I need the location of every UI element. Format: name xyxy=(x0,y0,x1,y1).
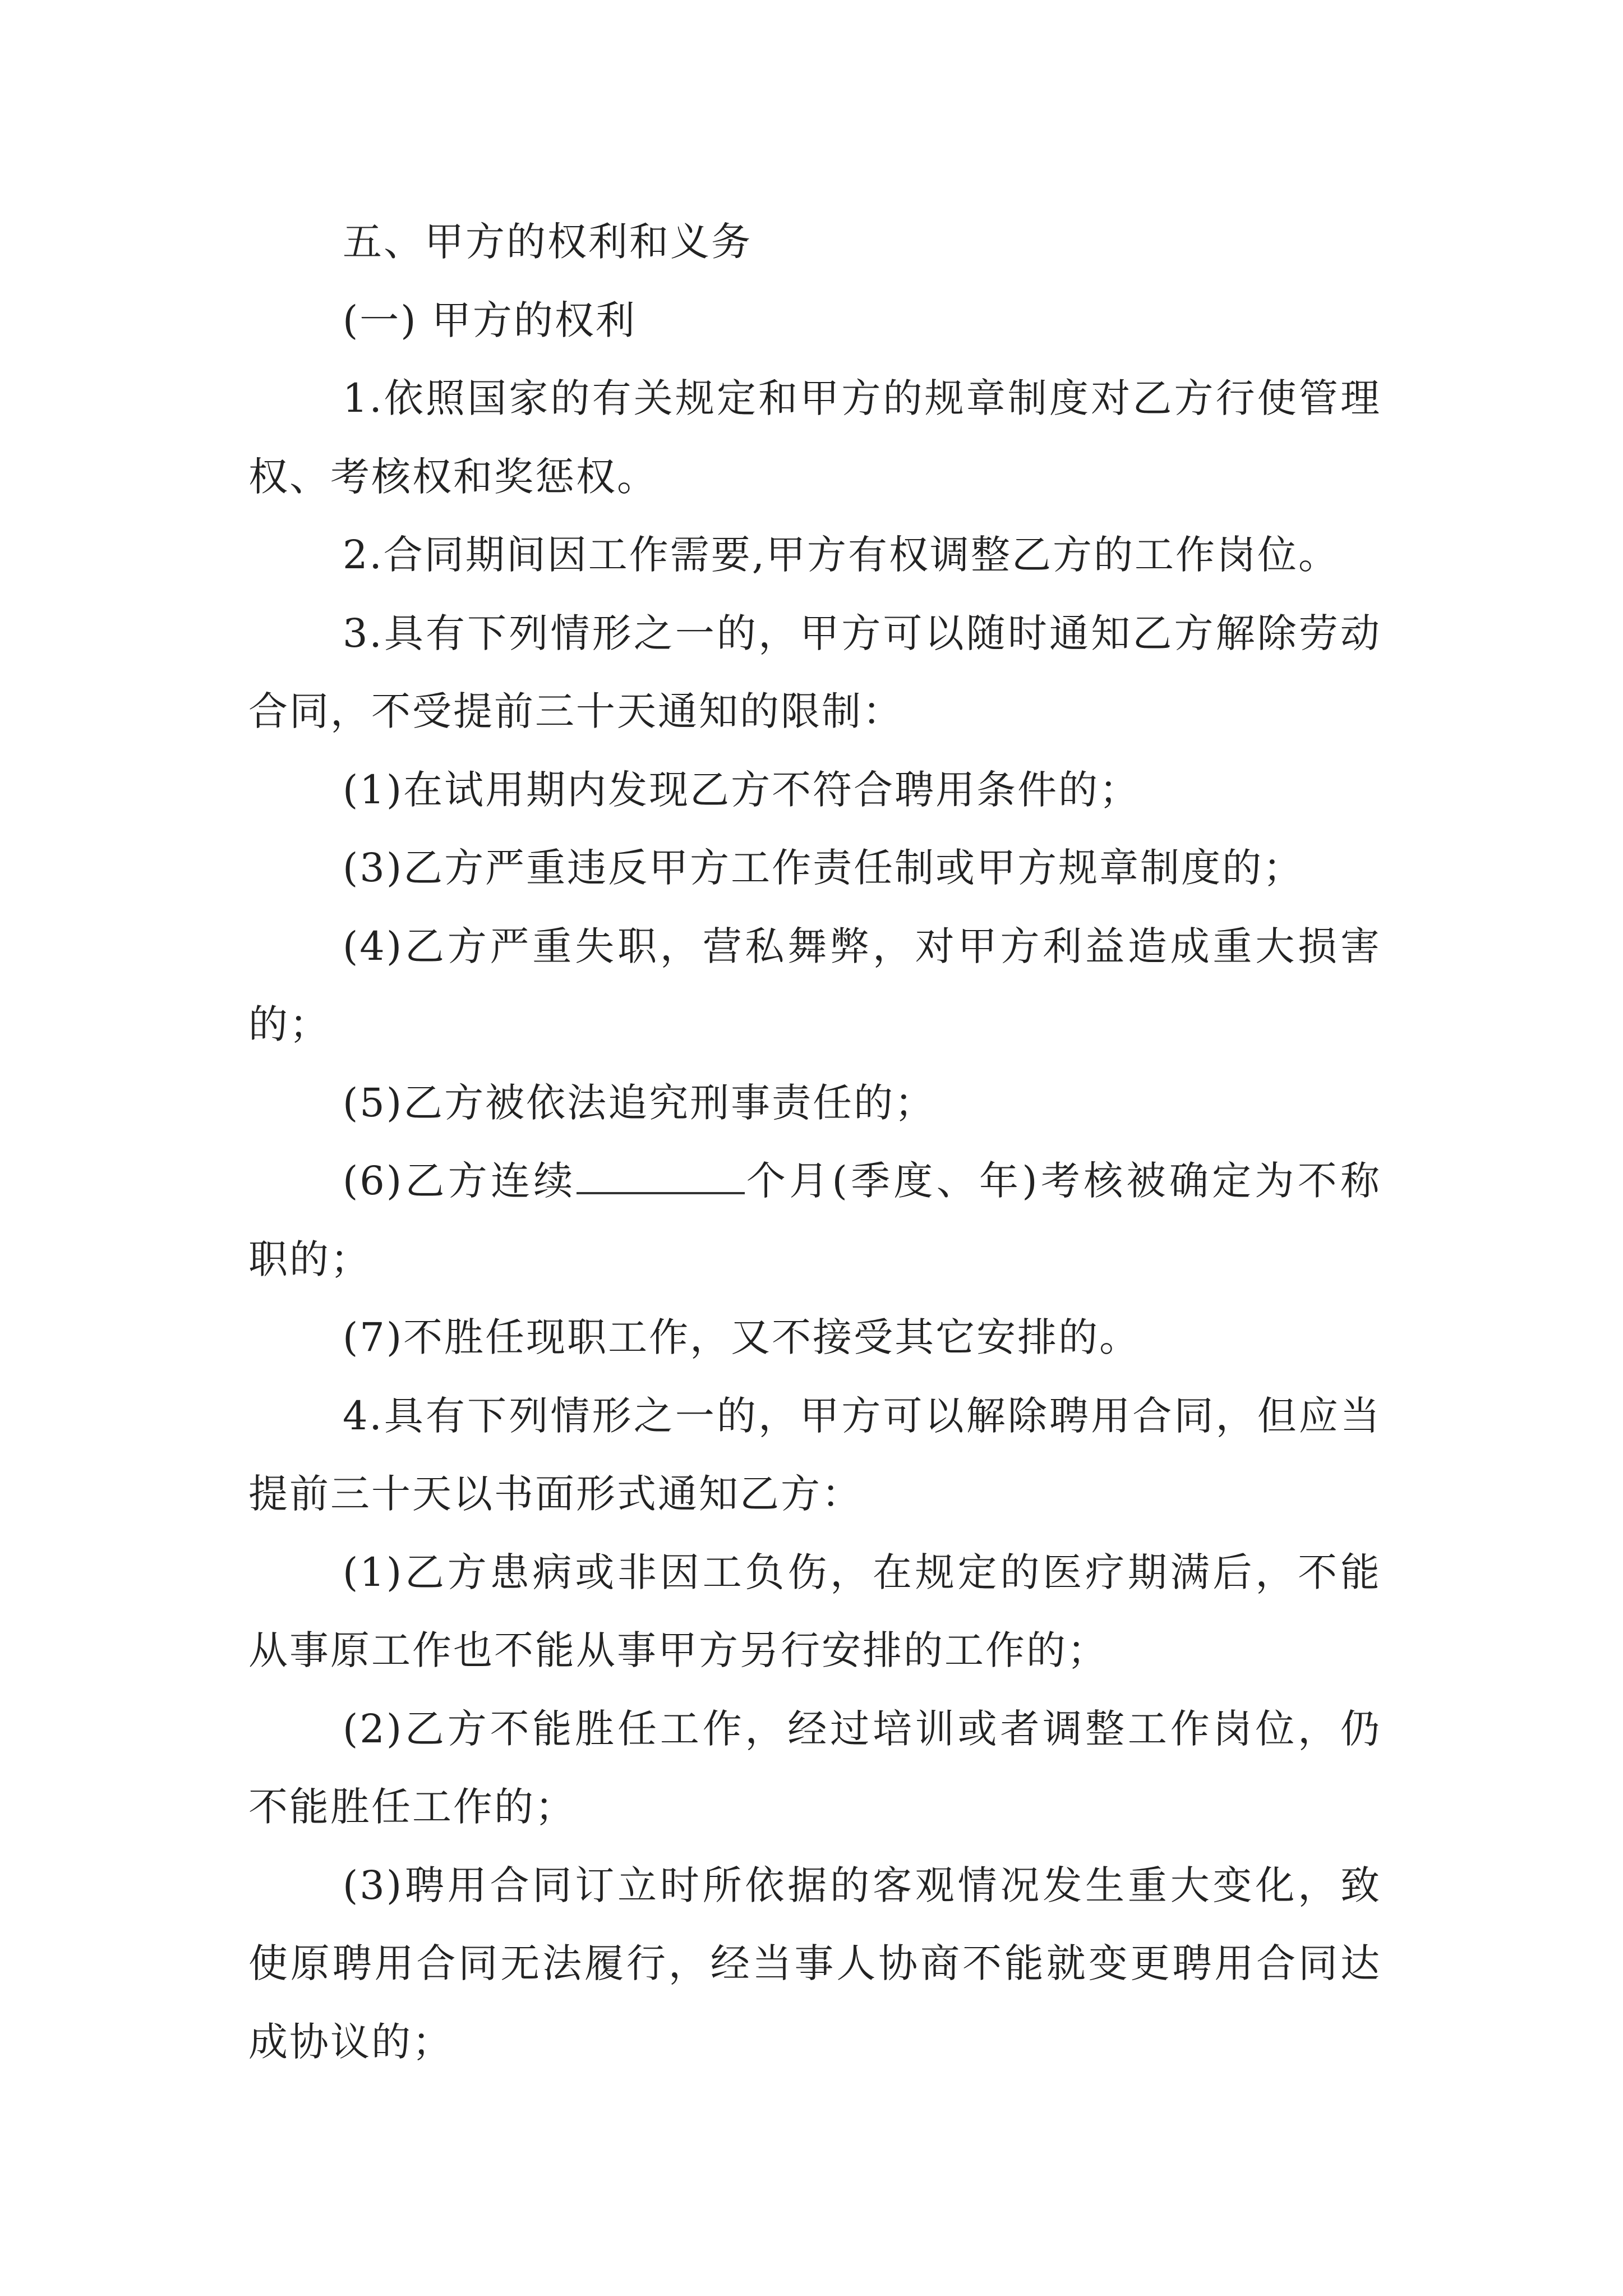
clause-3-item-5: (5)乙方被依法追究刑事责任的； xyxy=(343,1079,936,1126)
clause-3: 3.具有下列情形之一的，甲方可以随时通知乙方解除劳动合同，不受提前三十天通知的限制： xyxy=(248,610,1381,734)
clause-4-item-3: (3)聘用合同订立时所依据的客观情况发生重大变化，致使原聘用合同无法履行，经当事人协商不能就变更聘用合同达成协议的； xyxy=(248,1862,1381,2065)
clause-3-item-1: (1)在试用期内发现乙方不符合聘用条件的； xyxy=(343,766,1141,813)
clause-2: 2.合同期间因工作需要,甲方有权调整乙方的工作岗位。 xyxy=(343,532,1340,578)
section-heading: 五、甲方的权利和义务 xyxy=(343,219,752,265)
clause-3-item-6 xyxy=(248,1142,1381,1299)
clause-4-item-2: (2)乙方不能胜任工作，经过培训或者调整工作岗位，仍不能胜任工作的； xyxy=(248,1705,1381,1830)
clause-3-item-7: (7)不胜任现职工作，又不接受其它安排的。 xyxy=(343,1314,1141,1360)
clause-1: 1.依照国家的有关规定和甲方的规章制度对乙方行使管理权、考核权和奖惩权。 xyxy=(248,375,1381,500)
blank-fill-line xyxy=(577,1153,745,1194)
document-body xyxy=(248,203,1381,2081)
clause-4-item-1: (1)乙方患病或非因工负伤，在规定的医疗期满后，不能从事原工作也不能从事甲方另行安排的工作的； xyxy=(248,1549,1381,1673)
clause-3-item-4: (4)乙方严重失职，营私舞弊，对甲方利益造成重大损害的； xyxy=(248,923,1381,1047)
subsection-heading: (一) 甲方的权利 xyxy=(343,297,637,343)
clause-4: 4.具有下列情形之一的，甲方可以解除聘用合同，但应当提前三十天以书面形式通知乙方： xyxy=(248,1392,1381,1517)
clause-3-item-3: (3)乙方严重违反甲方工作责任制或甲方规章制度的； xyxy=(343,845,1304,891)
clause-3-item-6-prefix: (6)乙方连续 xyxy=(343,1158,577,1204)
clause-3-item-6-suffix: 个月(季度、年)考核被确定为不称职的； xyxy=(248,1158,1381,1282)
